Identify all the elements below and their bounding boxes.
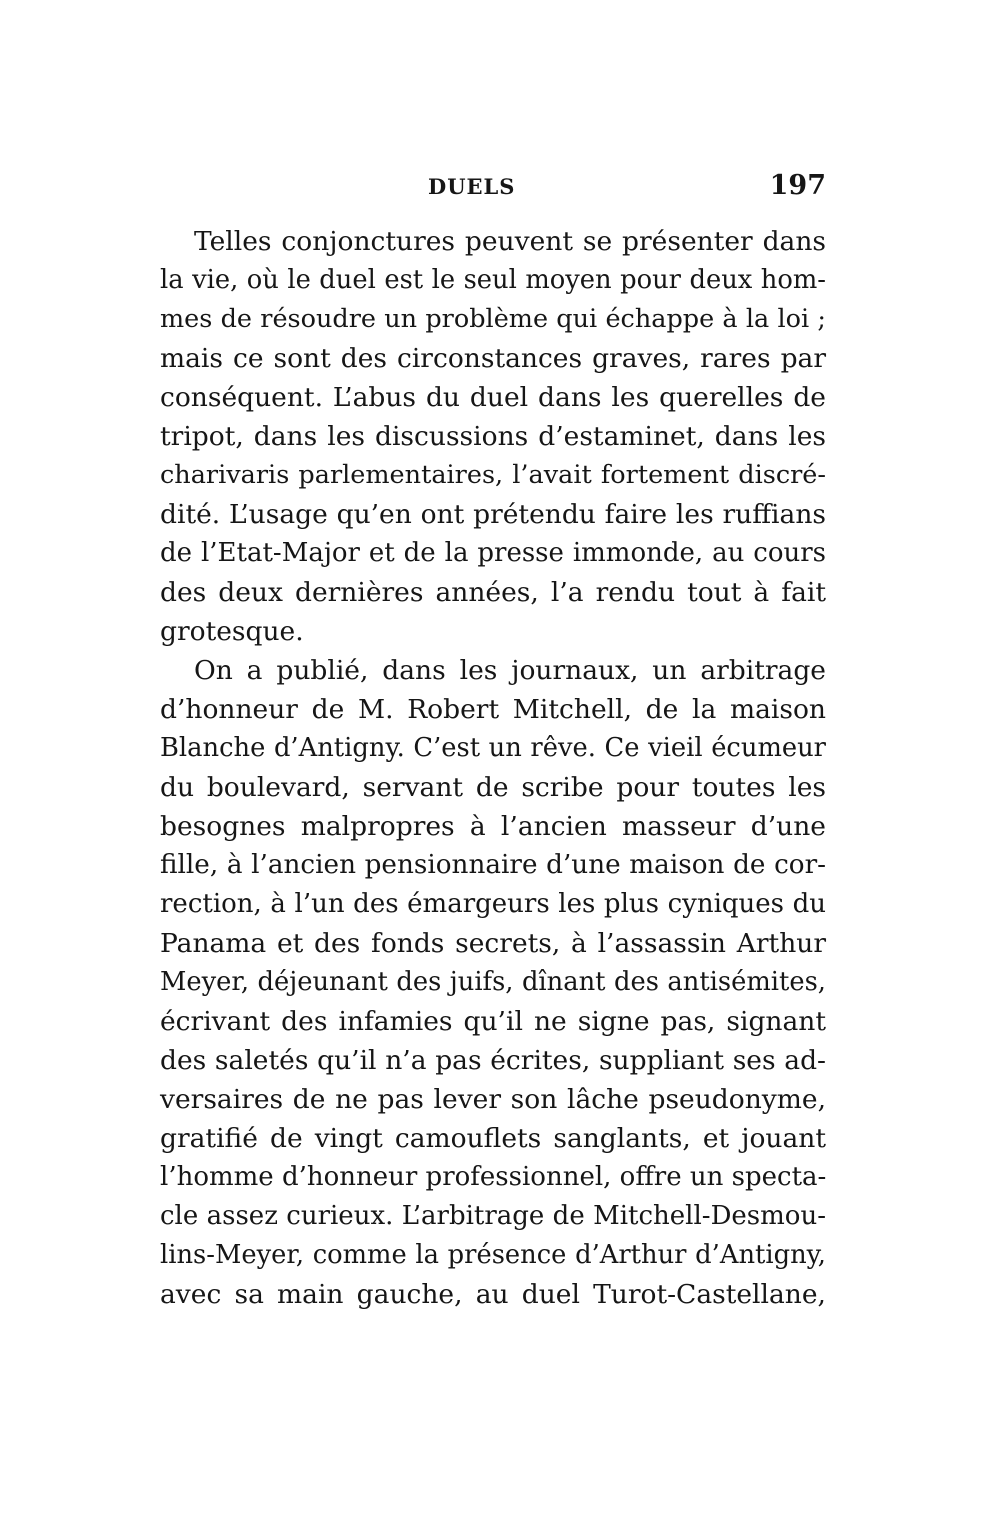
text-line: de l’Etat-Major et de la presse immonde, au cours <box>160 538 826 568</box>
text-line: tripot, dans les discussions d’estaminet, dans les <box>160 421 826 452</box>
text-line: du boulevard, servant de scribe pour toutes les <box>160 772 826 803</box>
text-line: charivaris parlementaires, l’avait fortement discré- <box>160 460 826 490</box>
text-line: gratifié de vingt camouflets sanglants, et jouant <box>160 1123 826 1154</box>
text-line-paragraph-start: On a publié, dans les journaux, un arbitrage <box>194 655 826 686</box>
text-line: avec sa main gauche, au duel Turot-Castellane, <box>160 1279 826 1310</box>
text-line: la vie, où le duel est le seul moyen pour deux hom- <box>160 265 826 295</box>
text-line: Meyer, déjeunant des juifs, dînant des antisémites, <box>160 967 826 997</box>
text-line: mais ce sont des circonstances graves, rares par <box>160 343 826 374</box>
text-line: cle assez curieux. L’arbitrage de Mitchell-Desmou- <box>160 1201 826 1231</box>
text-line: l’homme d’honneur professionnel, offre un specta- <box>160 1162 827 1192</box>
text-line: conséquent. L’abus du duel dans les querelles de <box>160 382 826 413</box>
text-line: besognes malpropres à l’ancien masseur d’une <box>160 811 826 842</box>
text-line-paragraph-end: grotesque. <box>160 616 304 647</box>
running-head <box>160 170 826 206</box>
text-line: dité. L’usage qu’en ont prétendu faire les ruffians <box>160 499 826 530</box>
text-line: fille, à l’ancien pensionnaire d’une maison de cor- <box>160 850 826 880</box>
text-line: rection, à l’un des émargeurs les plus cyniques du <box>160 889 826 919</box>
text-line: des saletés qu’il n’a pas écrites, suppliant ses ad- <box>160 1045 826 1076</box>
running-title: DUELS <box>428 174 516 199</box>
text-line: d’honneur de M. Robert Mitchell, de la maison <box>160 694 826 725</box>
text-line: Panama et des fonds secrets, à l’assassin Arthur <box>160 928 826 959</box>
text-line: mes de résoudre un problème qui échappe à la loi ; <box>160 304 826 334</box>
body-text <box>160 222 826 1314</box>
text-line: versaires de ne pas lever son lâche pseudonyme, <box>160 1084 826 1115</box>
text-line: des deux dernières années, l’a rendu tout à fait <box>160 577 826 608</box>
text-line: Blanche d’Antigny. C’est un rêve. Ce vieil écumeur <box>160 733 826 763</box>
text-line-paragraph-start: Telles conjonctures peuvent se présenter dans <box>194 226 826 257</box>
page-number: 197 <box>769 170 826 201</box>
text-line: écrivant des infamies qu’il ne signe pas, signant <box>160 1006 826 1037</box>
text-line: lins-Meyer, comme la présence d’Arthur d’Antigny, <box>160 1240 826 1270</box>
